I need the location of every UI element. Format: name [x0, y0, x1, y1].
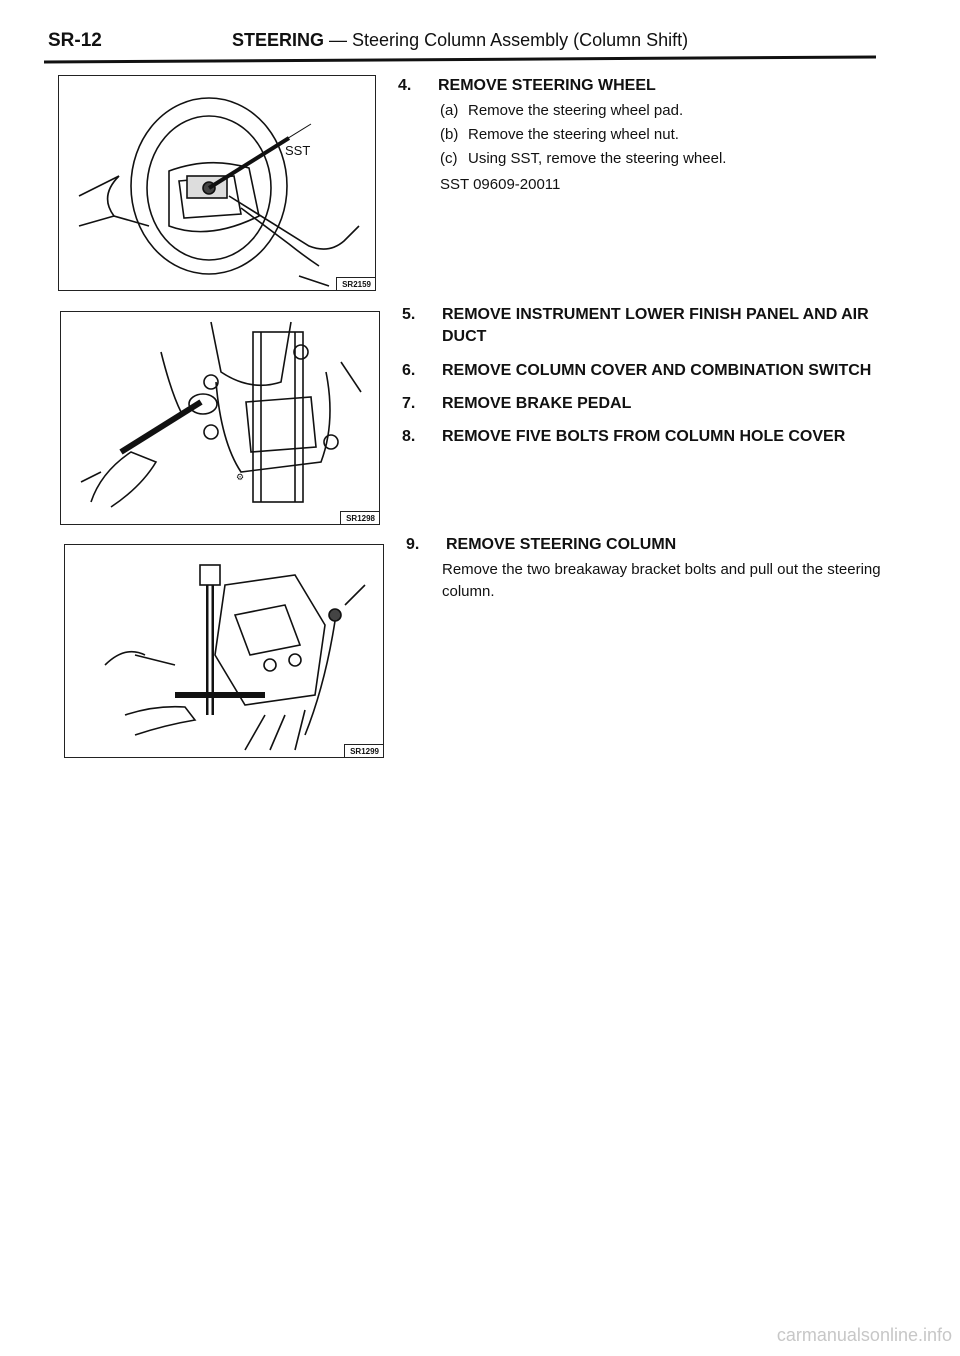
sst-callout-label: SST — [285, 143, 311, 158]
substep-label: (b) — [440, 126, 459, 143]
sst-part-number: SST 09609-20011 — [440, 176, 561, 193]
section-subtitle: Steering Column Assembly (Column Shift) — [352, 30, 689, 50]
figure-breakaway-bracket — [64, 544, 384, 758]
step-title: REMOVE COLUMN COVER AND COMBINATION SWITCH — [442, 362, 872, 379]
step-title: REMOVE STEERING WHEEL — [438, 77, 656, 94]
step-title: REMOVE STEERING COLUMN — [446, 536, 677, 553]
step-number: 7. — [402, 395, 416, 412]
substep-text: Remove the steering wheel pad. — [468, 102, 684, 119]
figure-code: SR1299 — [344, 744, 383, 757]
step-number: 4. — [398, 77, 412, 94]
watermark: carmanualsonline.info — [776, 1325, 952, 1345]
substep-4c — [440, 150, 726, 167]
header-rule — [44, 55, 876, 63]
page-id: SR-12 — [48, 30, 102, 51]
step-number: 8. — [402, 428, 416, 445]
header-separator: — — [324, 30, 353, 50]
substep-text: Using SST, remove the steering wheel. — [468, 150, 727, 167]
step-number: 6. — [402, 362, 416, 379]
figure-column-cover — [60, 311, 380, 525]
figure-code: SR2159 — [336, 277, 375, 290]
breakaway-bracket-illustration — [65, 545, 383, 757]
figure-code: SR1298 — [340, 511, 379, 524]
substep-label: (a) — [440, 102, 459, 119]
substep-4a — [440, 102, 683, 119]
steering-wheel-illustration — [59, 76, 375, 290]
substep-label: (c) — [440, 150, 458, 167]
page-header — [232, 30, 688, 51]
step-title: REMOVE INSTRUMENT LOWER FINISH PANEL AND AIR DUCT — [442, 306, 869, 345]
step-9-body: Remove the two breakaway bracket bolts and pull out the steering column. — [442, 561, 881, 600]
step-title: REMOVE FIVE BOLTS FROM COLUMN HOLE COVER — [442, 428, 846, 445]
substep-4b — [440, 126, 679, 143]
step-5 — [402, 304, 882, 348]
substep-text: Remove the steering wheel nut. — [468, 126, 679, 143]
step-number: 5. — [402, 306, 416, 323]
step-number: 9. — [406, 536, 420, 553]
step-title: REMOVE BRAKE PEDAL — [442, 395, 632, 412]
section-title: STEERING — [232, 30, 325, 50]
svg-text:⚙: ⚙ — [236, 472, 245, 482]
column-cover-illustration — [61, 312, 379, 524]
figure-steering-wheel — [58, 75, 376, 291]
